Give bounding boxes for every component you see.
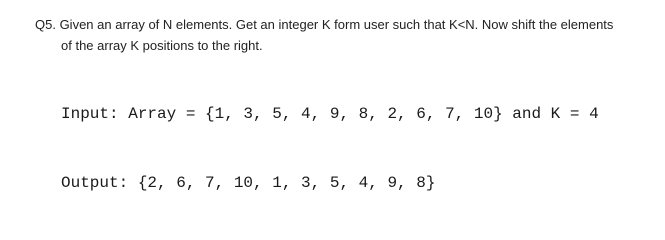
example-output-line: Output: {2, 6, 7, 10, 1, 3, 5, 4, 9, 8} <box>61 174 436 192</box>
question-line-1: Q5. Given an array of N elements. Get an integer K form user such that K<N. Now shift the elements <box>35 17 614 32</box>
example-input-line: Input: Array = {1, 3, 5, 4, 9, 8, 2, 6, 7, 10} and K = 4 <box>61 105 599 123</box>
question-line-2: of the array K positions to the right. <box>61 38 263 53</box>
example-block <box>61 57 599 218</box>
question-text <box>35 14 660 56</box>
